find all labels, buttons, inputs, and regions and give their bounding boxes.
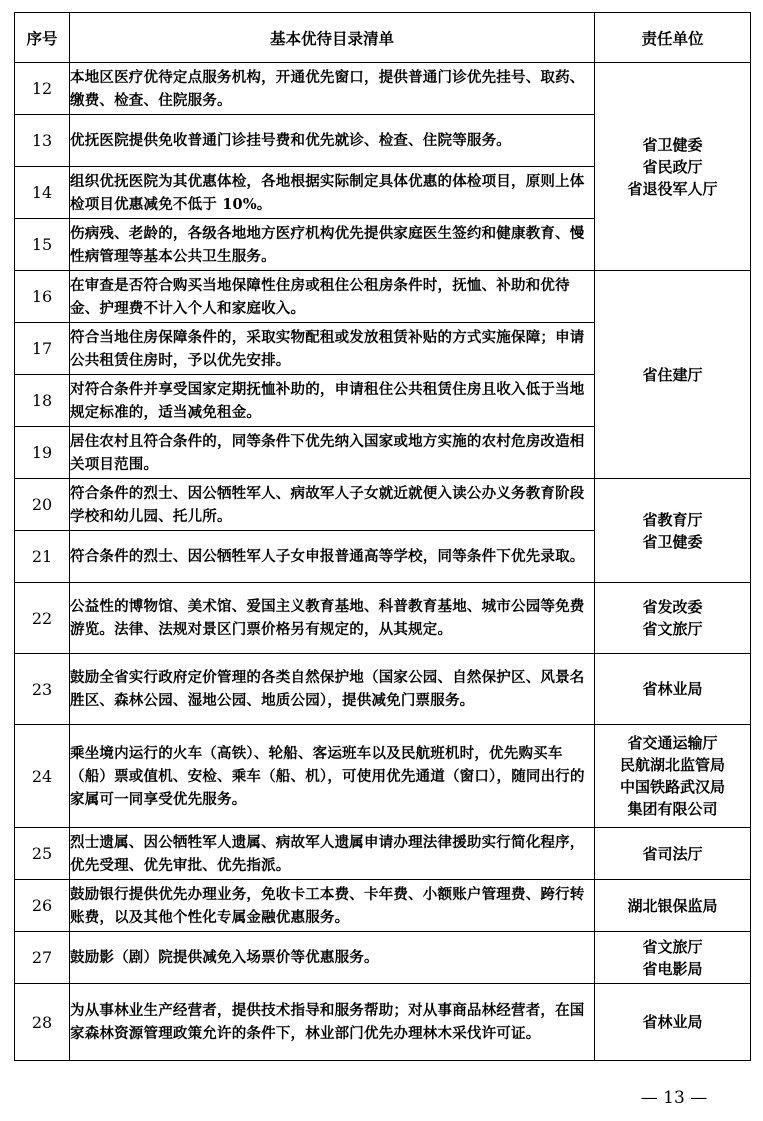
row-item-text: 乘坐境内运行的火车（高铁）、轮船、客运班车以及民航班机时，优先购买车（船）票或值机、安检、乘车（船、机），可使用优先通道（窗口），随同出行的家属可一同享受优先服务。 [70,725,595,828]
row-number: 18 [15,375,70,427]
unit-name: 省文旅厅 [642,620,703,638]
benefits-table [14,12,751,1061]
row-item-text: 在审查是否符合购买当地保障性住房或租住公租房条件时，抚恤、补助和优待金、护理费不计入个人和家庭收入。 [70,271,595,323]
responsible-unit [595,63,751,271]
table-row [15,479,751,531]
row-number: 16 [15,271,70,323]
row-number: 25 [15,828,70,880]
row-number: 19 [15,427,70,479]
table-row [15,828,751,880]
table-row [15,932,751,984]
unit-name: 省退役军人厅 [627,179,718,198]
page-number: — 13 — [640,1088,708,1108]
row-number: 12 [15,63,70,115]
responsible-unit [595,880,751,932]
table-row [15,880,751,932]
unit-name: 省发改委 [642,598,703,616]
row-number: 22 [15,583,70,654]
row-item-text: 为从事林业生产经营者，提供技术指导和服务帮助；对从事商品林经营者，在国家森林资源管理政策允许的条件下，林业部门优先办理林木采伐许可证。 [70,984,595,1061]
row-item-text: 对符合条件并享受国家定期抚恤补助的，申请租住公共租赁住房且收入低于当地规定标准的，适当减免租金。 [70,375,595,427]
row-item-text: 烈士遗属、因公牺牲军人遗属、病故军人遗属申请办理法律援助实行简化程序，优先受理、优先审批、优先指派。 [70,828,595,880]
table-row [15,63,751,115]
row-item-text: 本地区医疗优待定点服务机构，开通优先窗口，提供普通门诊优先挂号、取药、缴费、检查、住院服务。 [70,63,595,115]
table-row [15,725,751,828]
row-number: 20 [15,479,70,531]
unit-name: 湖北银保监局 [627,896,718,915]
unit-name: 省电影局 [642,959,703,978]
responsible-unit [595,725,751,828]
row-item-text: 组织优抚医院为其优惠体检，各地根据实际制定具体优惠的体检项目，原则上体检项目优惠减免不低于 10%。 [70,167,595,219]
row-number: 21 [15,531,70,583]
responsible-unit [595,654,751,725]
row-number: 15 [15,219,70,271]
header-serial-number: 序号 [15,13,70,63]
row-item-text: 优抚医院提供免收普通门诊挂号费和优先就诊、检查、住院等服务。 [70,115,595,167]
unit-name: 省文旅厅 [642,937,703,956]
responsible-unit [595,828,751,880]
responsible-unit [595,984,751,1061]
row-number: 28 [15,984,70,1061]
table-row [15,984,751,1061]
unit-name: 省卫健委 [642,135,703,154]
row-number: 13 [15,115,70,167]
row-number: 27 [15,932,70,984]
row-item-text: 符合条件的烈士、因公牺牲军人子女申报普通高等学校，同等条件下优先录取。 [70,531,595,583]
unit-name: 省卫健委 [642,532,703,551]
unit-name: 省住建厅 [642,365,703,384]
row-item-text: 鼓励全省实行政府定价管理的各类自然保护地（国家公园、自然保护区、风景名胜区、森林公园、湿地公园、地质公园），提供减免门票服务。 [70,654,595,725]
row-number: 24 [15,725,70,828]
row-number: 26 [15,880,70,932]
unit-name: 集团有限公司 [627,800,718,818]
row-number: 17 [15,323,70,375]
row-item-text: 鼓励银行提供优先办理业务，免收卡工本费、卡年费、小额账户管理费、跨行转账费，以及其他个性化专属金融优惠服务。 [70,880,595,932]
responsible-unit [595,479,751,583]
row-item-text: 伤病残、老龄的，各级各地地方医疗机构优先提供家庭医生签约和健康教育、慢性病管理等基本公共卫生服务。 [70,219,595,271]
table-header-row [15,13,751,63]
table-row [15,654,751,725]
responsible-unit [595,271,751,479]
row-item-text: 公益性的博物馆、美术馆、爱国主义教育基地、科普教育基地、城市公园等免费游览。法律、法规对景区门票价格另有规定的，从其规定。 [70,583,595,654]
table-row [15,583,751,654]
row-number: 23 [15,654,70,725]
table-row [15,271,751,323]
unit-name: 省教育厅 [642,510,703,529]
unit-name: 中国铁路武汉局 [619,778,725,796]
responsible-unit [595,932,751,984]
header-benefit-item: 基本优待目录清单 [70,13,595,63]
unit-name: 民航湖北监管局 [619,756,725,774]
unit-name: 省交通运输厅 [627,734,718,752]
unit-name: 省司法厅 [642,844,703,863]
row-number: 14 [15,167,70,219]
unit-name: 省民政厅 [642,157,703,176]
row-item-text: 居住农村且符合条件的，同等条件下优先纳入国家或地方实施的农村危房改造相关项目范围。 [70,427,595,479]
unit-name: 省林业局 [642,1013,703,1031]
unit-name: 省林业局 [642,680,703,698]
responsible-unit [595,583,751,654]
row-item-text: 符合当地住房保障条件的，采取实物配租或发放租赁补贴的方式实施保障；申请公共租赁住房时，予以优先安排。 [70,323,595,375]
row-item-text: 符合条件的烈士、因公牺牲军人、病故军人子女就近就便入读公办义务教育阶段学校和幼儿园、托儿所。 [70,479,595,531]
row-item-text: 鼓励影（剧）院提供减免入场票价等优惠服务。 [70,932,595,984]
header-responsible-unit: 责任单位 [595,13,751,63]
